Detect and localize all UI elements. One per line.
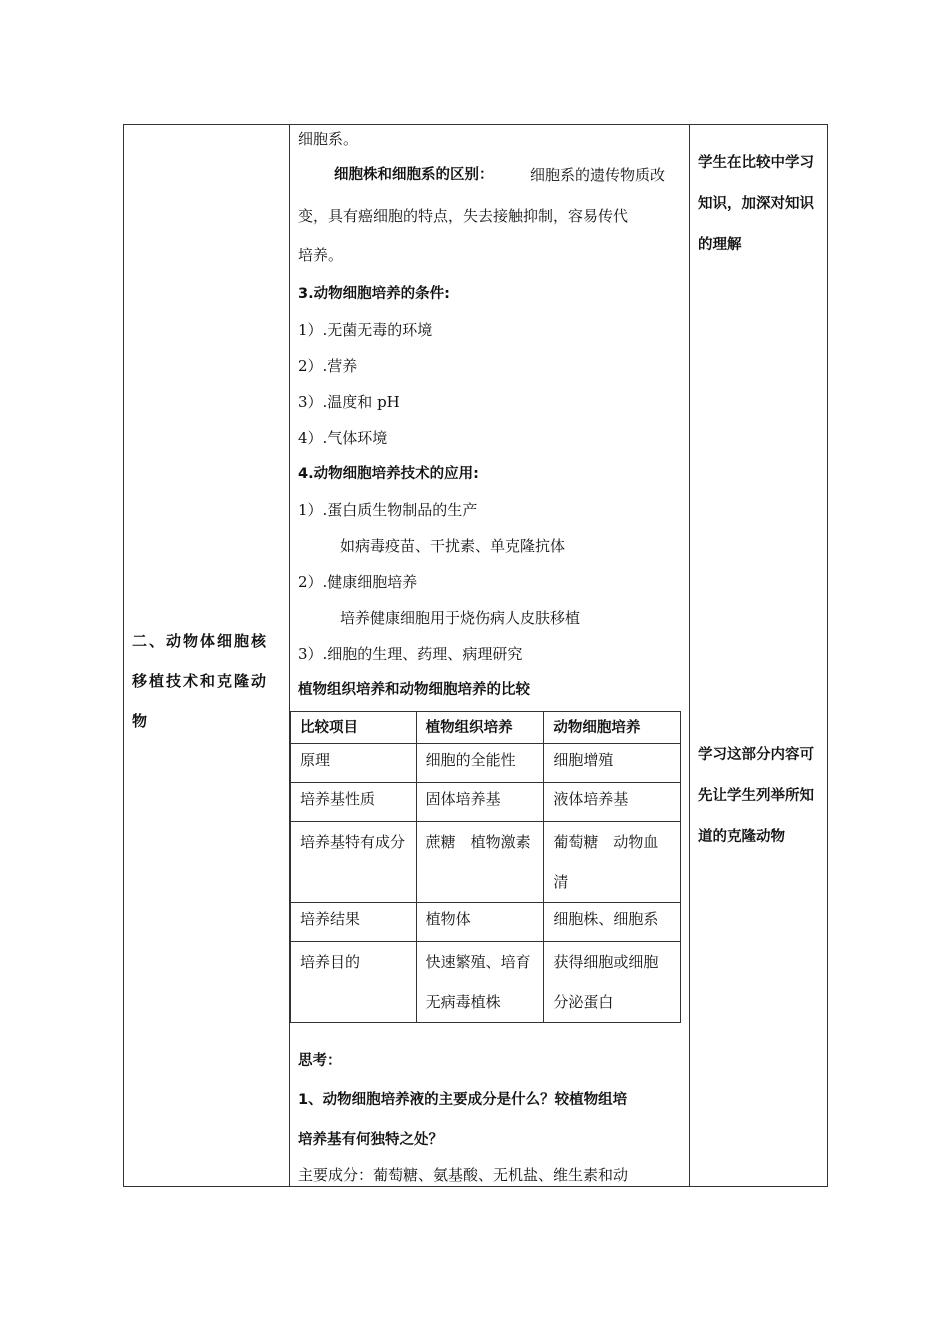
table-header-cell: 植物组织培养 — [416, 712, 544, 744]
table-header-row — [291, 712, 681, 744]
application-detail: 培养健康细胞用于烧伤病人皮肤移植 — [340, 609, 581, 627]
condition-item: 4）.气体环境 — [298, 429, 388, 447]
answer-line: 主要成分：葡萄糖、氨基酸、无机盐、维生素和动 — [298, 1166, 629, 1184]
table-cell: 液体培养基 — [544, 783, 681, 822]
table-cell: 细胞的全能性 — [416, 744, 544, 783]
teaching-note: 学生在比较中学习知识，加深对知识的理解 — [698, 155, 814, 253]
difference-text-3: 培养。 — [298, 246, 344, 264]
table-cell: 培养结果 — [291, 903, 417, 942]
table-cell: 培养基性质 — [291, 783, 417, 822]
cell-line-text: 细胞系。 — [298, 130, 359, 148]
table-row — [291, 903, 681, 942]
question-line: 培养基有何独特之处？ — [298, 1132, 443, 1148]
difference-text-1: 细胞系的遗传物质改 — [530, 166, 666, 184]
table-cell: 快速繁殖、培育无病毒植株 — [416, 942, 544, 1023]
condition-item: 3）.温度和 pH — [298, 393, 400, 411]
table-row — [291, 822, 681, 903]
teaching-note: 学习这部分内容可先让学生列举所知道的克隆动物 — [698, 747, 814, 845]
table-cell: 蔗糖 植物激素 — [416, 822, 544, 903]
table-header-cell: 比较项目 — [291, 712, 417, 744]
notes-column — [690, 125, 828, 1186]
applications-heading: 4.动物细胞培养技术的应用: — [298, 466, 479, 482]
application-item: 1）.蛋白质生物制品的生产 — [298, 501, 478, 519]
question-line: 1、动物细胞培养液的主要成分是什么？较植物组培 — [298, 1092, 628, 1108]
think-label: 思考： — [298, 1053, 342, 1069]
section-column — [124, 125, 289, 1186]
conditions-heading: 3.动物细胞培养的条件: — [298, 286, 450, 302]
table-header-cell: 动物细胞培养 — [544, 712, 681, 744]
table-cell: 培养目的 — [291, 942, 417, 1023]
table-cell: 原理 — [291, 744, 417, 783]
content-column — [290, 125, 689, 1186]
lesson-table — [123, 124, 828, 1187]
condition-item: 2）.营养 — [298, 357, 358, 375]
application-item: 3）.细胞的生理、药理、病理研究 — [298, 645, 523, 663]
table-cell: 获得细胞或细胞分泌蛋白 — [544, 942, 681, 1023]
application-detail: 如病毒疫苗、干扰素、单克隆抗体 — [340, 537, 566, 555]
table-cell: 固体培养基 — [416, 783, 544, 822]
table-row — [291, 942, 681, 1023]
difference-text-2: 变，具有癌细胞的特点，失去接触抑制，容易传代 — [298, 207, 629, 225]
table-row — [291, 744, 681, 783]
section-title: 二、动物体细胞核移植技术和克隆动物 — [132, 632, 269, 730]
table-cell: 细胞株、细胞系 — [544, 903, 681, 942]
table-cell: 培养基特有成分 — [291, 822, 417, 903]
table-cell: 葡萄糖 动物血清 — [544, 822, 681, 903]
difference-label: 细胞株和细胞系的区别： — [334, 167, 494, 183]
condition-item: 1）.无菌无毒的环境 — [298, 321, 433, 339]
table-cell: 细胞增殖 — [544, 744, 681, 783]
comparison-heading: 植物组织培养和动物细胞培养的比较 — [298, 682, 530, 698]
table-cell: 植物体 — [416, 903, 544, 942]
comparison-table — [290, 711, 681, 1023]
application-item: 2）.健康细胞培养 — [298, 573, 418, 591]
table-row — [291, 783, 681, 822]
